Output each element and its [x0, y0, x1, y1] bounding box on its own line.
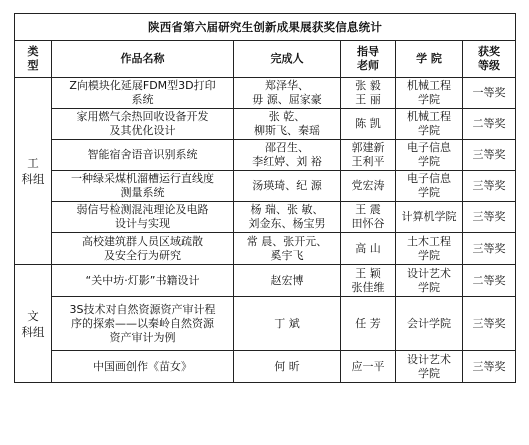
header-advisor-line: 老师 — [357, 59, 379, 72]
award-table — [14, 13, 516, 383]
cell-project-line: 及安全行为研究 — [104, 248, 181, 262]
header-advisor — [341, 41, 396, 78]
cell-college-line: 计算机学院 — [401, 210, 457, 223]
cell-college-line: 设计艺术 — [407, 352, 451, 366]
cell-team — [234, 140, 341, 171]
cell-advisor — [341, 297, 396, 351]
cell-college-line: 机械工程 — [407, 110, 451, 123]
table-row — [15, 109, 516, 140]
cell-project-line: 资产审计为例 — [109, 330, 176, 344]
cell-project-line: Z向模块化延展FDM型3D打印 — [69, 79, 216, 92]
header-team: 完成人 — [234, 41, 341, 78]
cell-advisor-line: 应一平 — [351, 359, 385, 373]
cell-award: 二等奖 — [463, 109, 516, 140]
cell-advisor — [341, 109, 396, 140]
cell-team — [234, 351, 341, 383]
cell-project — [52, 351, 234, 383]
cell-project-line: 弱信号检测混沌理论及电路 — [76, 203, 209, 216]
cell-team — [234, 202, 341, 233]
cell-advisor-line: 郭建新 — [351, 141, 385, 154]
header-type-line: 型 — [27, 59, 39, 72]
cell-project-line: 家用燃气余热回收设备开发 — [76, 110, 209, 123]
cell-college — [396, 233, 463, 265]
table-row — [15, 297, 516, 351]
cell-advisor — [341, 202, 396, 233]
cell-college — [396, 351, 463, 383]
table-row — [15, 171, 516, 202]
cell-project — [52, 171, 234, 202]
table-row — [15, 140, 516, 171]
cell-college — [396, 297, 463, 351]
cell-college-line: 学院 — [418, 366, 440, 380]
cell-project-line: 高校建筑群人员区域疏散 — [82, 234, 203, 248]
cell-team-line: 赵宏博 — [270, 273, 304, 287]
cell-advisor — [341, 78, 396, 109]
cell-advisor-line: 王 震 — [355, 203, 381, 216]
cell-college — [396, 202, 463, 233]
cell-college-line: 学院 — [418, 186, 440, 199]
cell-college-line: 会计学院 — [407, 316, 451, 330]
cell-college — [396, 78, 463, 109]
cell-college-line: 土木工程 — [407, 234, 451, 248]
cell-college — [396, 265, 463, 297]
cell-project-line: 中国画创作《苗女》 — [93, 359, 192, 373]
cell-project-line: 序的探索——以秦岭自然资源 — [71, 316, 214, 330]
header-row — [15, 41, 516, 78]
cell-advisor-line: 任 芳 — [355, 316, 381, 330]
cell-college — [396, 109, 463, 140]
cell-advisor-line: 田怀谷 — [351, 217, 385, 230]
cell-project-line: “关中坊·灯影”书籍设计 — [85, 273, 200, 287]
cell-team-line: 奚宇飞 — [270, 248, 304, 262]
cell-advisor — [341, 171, 396, 202]
cell-project-line: 系统 — [131, 93, 154, 106]
award-table-container — [14, 13, 515, 383]
cell-project-line: 智能宿舍语音识别系统 — [87, 148, 198, 161]
category-label-line: 文 — [27, 308, 39, 323]
header-award-line: 等级 — [478, 59, 501, 72]
table-row — [15, 265, 516, 297]
cell-team-line: 杨 瑞、张 敏、 — [250, 203, 324, 216]
cell-team-line: 何 昕 — [274, 359, 300, 373]
header-type — [15, 41, 52, 78]
cell-project — [52, 140, 234, 171]
header-award-line: 获奖 — [478, 45, 501, 58]
cell-project-line: 3S技术对自然资源资产审计程 — [69, 302, 216, 316]
table-title: 陕西省第六届研究生创新成果展获奖信息统计 — [15, 14, 516, 41]
cell-advisor-line: 党宏涛 — [351, 179, 385, 192]
table-row — [15, 202, 516, 233]
cell-project — [52, 78, 234, 109]
cell-team-line: 柳斯飞、秦瑶 — [254, 124, 320, 137]
cell-college-line: 学院 — [418, 155, 440, 168]
category-label-line: 科组 — [21, 324, 45, 339]
cell-project-line: 一种绿采煤机溜槽运行直线度 — [71, 172, 214, 185]
cell-team-line: 汤瑛琦、纪 源 — [252, 179, 322, 192]
cell-award: 二等奖 — [463, 265, 516, 297]
cell-team-line: 刘金东、杨宝男 — [248, 217, 326, 230]
header-project: 作品名称 — [52, 41, 234, 78]
cell-project — [52, 233, 234, 265]
cell-project-line: 测量系统 — [120, 186, 165, 199]
cell-project-line: 设计与实现 — [115, 217, 170, 230]
cell-advisor-line: 高 山 — [355, 241, 381, 255]
cell-college-line: 机械工程 — [407, 79, 451, 92]
cell-advisor — [341, 233, 396, 265]
cell-advisor-line: 张 毅 — [355, 79, 381, 92]
cell-project — [52, 202, 234, 233]
header-type-line: 类 — [27, 45, 39, 58]
cell-award: 三等奖 — [463, 351, 516, 383]
cell-advisor-line: 陈 凯 — [355, 117, 381, 130]
table-row — [15, 78, 516, 109]
cell-project — [52, 265, 234, 297]
cell-award: 三等奖 — [463, 297, 516, 351]
cell-college-line: 电子信息 — [407, 172, 451, 185]
cell-team-line: 李红婷、刘 裕 — [252, 155, 322, 168]
category-label-line: 工 — [27, 156, 39, 170]
cell-team-line: 邵召生、 — [265, 141, 309, 154]
cell-advisor — [341, 265, 396, 297]
cell-college-line: 电子信息 — [407, 141, 451, 154]
cell-team — [234, 265, 341, 297]
cell-advisor-line: 王利平 — [351, 155, 385, 168]
header-award — [463, 41, 516, 78]
cell-award: 一等奖 — [463, 78, 516, 109]
cell-team — [234, 297, 341, 351]
cell-advisor — [341, 140, 396, 171]
cell-advisor — [341, 351, 396, 383]
cell-advisor-line: 王 颖 — [355, 266, 381, 280]
cell-college — [396, 140, 463, 171]
cell-team — [234, 233, 341, 265]
cell-college-line: 学院 — [418, 93, 440, 106]
cell-team — [234, 171, 341, 202]
cell-award: 三等奖 — [463, 171, 516, 202]
cell-project-line: 及其优化设计 — [109, 124, 176, 137]
cell-project — [52, 297, 234, 351]
table-row — [15, 233, 516, 265]
cell-team-line: 毋 源、屈家豪 — [252, 93, 322, 106]
cell-college-line: 学院 — [418, 124, 440, 137]
category-label — [15, 265, 52, 383]
category-label-line: 科组 — [21, 172, 45, 186]
cell-college-line: 学院 — [418, 248, 440, 262]
cell-team-line: 丁 斌 — [274, 316, 300, 330]
cell-team-line: 常 晨、张开元、 — [246, 234, 328, 248]
table-row — [15, 351, 516, 383]
category-label — [15, 78, 52, 265]
cell-team — [234, 78, 341, 109]
cell-award: 三等奖 — [463, 202, 516, 233]
cell-advisor-line: 王 丽 — [355, 93, 381, 106]
cell-team-line: 郑泽华、 — [265, 79, 309, 92]
cell-project — [52, 109, 234, 140]
cell-advisor-line: 张佳维 — [351, 280, 385, 294]
cell-college-line: 设计艺术 — [407, 266, 451, 280]
cell-team — [234, 109, 341, 140]
cell-team-line: 张 乾、 — [268, 110, 306, 123]
header-advisor-line: 指导 — [357, 45, 379, 58]
cell-college-line: 学院 — [418, 280, 440, 294]
cell-award: 三等奖 — [463, 140, 516, 171]
cell-college — [396, 171, 463, 202]
cell-award: 三等奖 — [463, 233, 516, 265]
header-college: 学 院 — [396, 41, 463, 78]
